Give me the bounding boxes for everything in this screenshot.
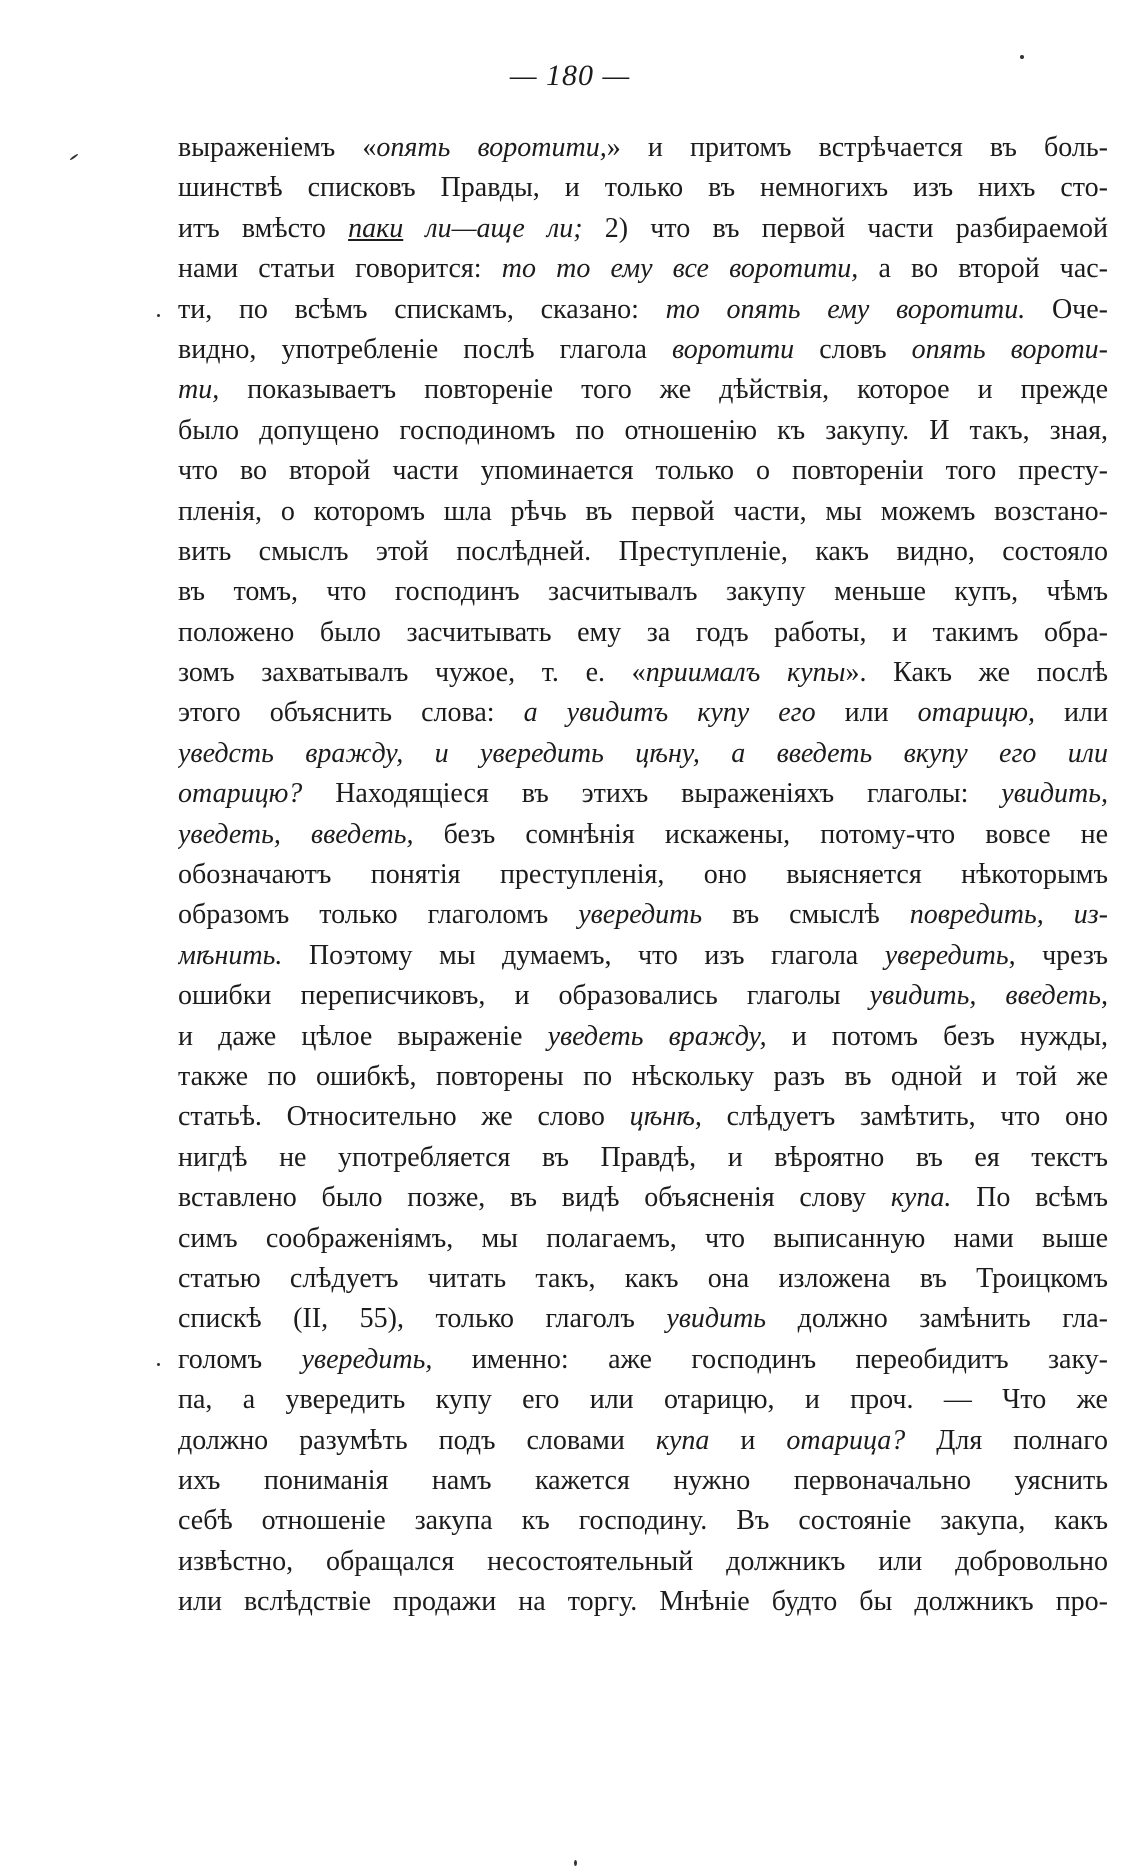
text-run: Оче-	[1025, 293, 1108, 325]
scan-speck	[1020, 55, 1024, 59]
italic-text-run: ти,	[178, 374, 220, 406]
text-line	[178, 1057, 1108, 1097]
text-run: нами статьи говорится:	[178, 253, 502, 285]
text-run: нигдѣ не употребляется въ Правдѣ, и вѣроятно въ ея текстъ	[178, 1141, 1108, 1173]
text-run: Находящіеся въ этихъ выраженіяхъ глаголы:	[302, 778, 1002, 810]
text-line	[178, 492, 1108, 532]
text-run: вставлено было позже, въ видѣ объясненія слову	[178, 1182, 891, 1214]
text-line	[178, 370, 1108, 410]
text-line	[178, 1542, 1108, 1582]
text-line	[178, 895, 1108, 935]
page-number: — 180 —	[509, 59, 631, 92]
text-run: » и притомъ встрѣчается въ боль-	[606, 132, 1108, 163]
text-line	[178, 1097, 1108, 1137]
text-run: ти, по всѣмъ спискамъ, сказано:	[178, 293, 666, 325]
text-line	[178, 451, 1108, 491]
text-run: положено было засчитывать ему за годъ работы, и такимъ обра-	[178, 616, 1108, 648]
italic-text-run: отарица?	[786, 1424, 906, 1456]
text-line	[178, 1582, 1108, 1622]
italic-text-run: цѣнѣ,	[629, 1101, 702, 1133]
italic-text-run: увередить,	[884, 939, 1016, 971]
italic-text-run: опять воротити,	[376, 132, 607, 163]
text-line	[178, 1299, 1108, 1339]
text-run: словъ	[794, 333, 912, 365]
text-run: должно разумѣть подъ словами	[178, 1424, 656, 1456]
text-run: именно: аже господинъ переобидитъ заку-	[432, 1343, 1108, 1375]
text-run: ошибки переписчиковъ, и образовались глаголы	[178, 980, 870, 1012]
text-line	[178, 128, 1108, 168]
italic-text-run: приималъ купы	[645, 657, 846, 689]
italic-text-run: то опять ему воротити.	[665, 293, 1026, 325]
text-line	[178, 168, 1108, 208]
text-line	[178, 1340, 1108, 1380]
italic-text-run: опять вороти-	[911, 333, 1108, 365]
text-run: или	[1034, 697, 1108, 729]
text-run: также по ошибкѣ, повторены по нѣскольку разъ въ одной и той же	[178, 1060, 1108, 1092]
italic-text-run: а увидитъ купу его	[523, 697, 816, 729]
text-run: должно замѣнить гла-	[766, 1303, 1108, 1335]
italic-text-run: мѣнить.	[178, 939, 283, 971]
italic-text-run: увередить,	[301, 1343, 433, 1375]
text-line	[178, 1461, 1108, 1501]
italic-text-run: увередить	[578, 899, 703, 931]
scan-speck	[574, 1860, 577, 1866]
text-run: вить смыслъ этой послѣдней. Преступленіе, какъ видно, состояло	[178, 535, 1108, 567]
text-run: спискѣ (II, 55), только глаголъ	[178, 1303, 667, 1335]
text-line	[178, 613, 1108, 653]
italic-text-run: то то ему все воротити,	[501, 253, 859, 285]
text-run: ». Какъ же послѣ	[845, 657, 1108, 689]
scan-speck	[157, 1363, 160, 1366]
text-run: и даже цѣлое выраженіе	[178, 1020, 548, 1052]
text-line	[178, 249, 1108, 289]
italic-text-run: увидить	[666, 1303, 767, 1335]
italic-text-run: паки	[348, 212, 404, 244]
scan-speck	[157, 314, 160, 317]
text-line	[178, 1380, 1108, 1420]
text-line	[178, 1178, 1108, 1218]
text-run: въ смыслѣ	[702, 899, 910, 931]
text-line	[178, 330, 1108, 370]
text-line	[178, 1219, 1108, 1259]
text-run: пленія, о которомъ шла рѣчь въ первой части, мы можемъ возстано-	[178, 495, 1108, 527]
text-run: выраженіемъ «	[178, 132, 377, 163]
italic-text-run: отарицю?	[178, 778, 303, 810]
text-run: 2) что въ первой части разбираемой	[582, 212, 1108, 244]
italic-text-run: ли—аще ли;	[425, 212, 583, 244]
text-line	[178, 209, 1108, 249]
scan-speck	[69, 153, 78, 160]
text-line	[178, 734, 1108, 774]
text-run: безъ сомнѣнія искажены, потому-что вовсе не	[413, 818, 1108, 850]
text-line	[178, 532, 1108, 572]
text-run: итъ вмѣсто	[178, 212, 349, 244]
text-line	[178, 774, 1108, 814]
text-run: По всѣмъ	[951, 1182, 1108, 1214]
text-line	[178, 1421, 1108, 1461]
italic-text-run: купа	[655, 1424, 710, 1456]
text-run: было допущено господиномъ по отношенію къ закупу. И такъ, зная,	[178, 414, 1108, 446]
text-run: обозначаютъ понятія преступленія, оно выясняется нѣкоторымъ	[178, 859, 1108, 891]
text-line	[178, 572, 1108, 612]
text-run: статью слѣдуетъ читать такъ, какъ она изложена въ Троицкомъ	[178, 1262, 1108, 1294]
italic-text-run: воротити	[671, 333, 795, 365]
text-run: Поэтому мы думаемъ, что изъ глагола	[282, 939, 885, 971]
text-line	[178, 290, 1108, 330]
italic-text-run: уведсть вражду, и увередить цѣну, а введеть вкупу его или	[178, 737, 1108, 769]
text-line	[178, 976, 1108, 1016]
text-line	[178, 411, 1108, 451]
text-line	[178, 693, 1108, 733]
text-run	[403, 213, 425, 244]
italic-text-run: отарицю,	[917, 697, 1035, 729]
text-line	[178, 653, 1108, 693]
text-line	[178, 1017, 1108, 1057]
text-run: голомъ	[178, 1343, 302, 1375]
italic-text-run: купа.	[890, 1182, 952, 1214]
text-run: или	[815, 697, 918, 729]
text-line	[178, 1259, 1108, 1299]
text-line	[178, 855, 1108, 895]
italic-text-run: увидить,	[1001, 778, 1108, 810]
text-run: себѣ отношеніе закупа къ господину. Въ состояніе закупа, какъ	[178, 1505, 1108, 1537]
text-line	[178, 815, 1108, 855]
text-run: что во второй части упоминается только о повтореніи того престу-	[178, 455, 1108, 487]
text-run: показываетъ повтореніе того же дѣйствія, которое и прежде	[219, 374, 1108, 406]
text-run: образомъ только глаголомъ	[178, 899, 579, 931]
text-run: а во второй час-	[858, 253, 1108, 285]
text-run: этого объяснить слова:	[178, 697, 524, 729]
text-run: па, а увередить купу его или отарицю, и проч. — Что же	[178, 1384, 1108, 1416]
text-run: видно, употребленіе послѣ глагола	[178, 333, 672, 365]
text-run: и	[709, 1424, 787, 1456]
text-run: ихъ пониманія намъ кажется нужно первоначально уяснить	[178, 1464, 1108, 1496]
text-run: зомъ захватывалъ чужое, т. е. «	[178, 657, 646, 689]
text-run: Для полнаго	[905, 1424, 1108, 1456]
text-run: въ томъ, что господинъ засчитывалъ закупу меньше купъ, чѣмъ	[178, 576, 1108, 608]
text-run: чрезъ	[1015, 939, 1108, 971]
text-run: слѣдуетъ замѣтить, что оно	[701, 1101, 1108, 1133]
text-run: или вслѣдствіе продажи на торгу. Мнѣніе будто бы должникъ про-	[178, 1586, 1108, 1618]
text-line	[178, 936, 1108, 976]
text-line	[178, 1138, 1108, 1178]
italic-text-run: уведеть вражду,	[547, 1020, 767, 1052]
text-run: извѣстно, обращался несостоятельный должникъ или добровольно	[178, 1545, 1108, 1577]
italic-text-run: повредить, из-	[909, 899, 1108, 931]
text-run: и потомъ безъ нужды,	[766, 1020, 1108, 1052]
body-text	[178, 128, 1108, 1622]
text-run: шинствѣ списковъ Правды, и только въ немногихъ изъ нихъ сто-	[178, 172, 1108, 204]
italic-text-run: уведеть, введеть,	[178, 818, 414, 850]
text-run: симъ соображеніямъ, мы полагаемъ, что выписанную нами выше	[178, 1222, 1108, 1254]
text-run: статьѣ. Относительно же слово	[178, 1101, 630, 1133]
italic-text-run: увидить, введеть,	[869, 980, 1108, 1012]
text-line	[178, 1501, 1108, 1541]
